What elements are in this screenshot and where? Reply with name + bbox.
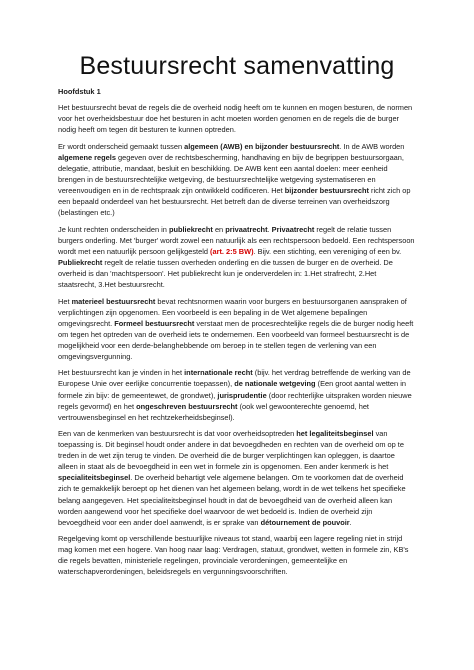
bold-term: publiekrecht bbox=[168, 224, 213, 234]
text-run: (door rechterlijke uitspraken worden nieuwe regels gevormd) en het bbox=[58, 390, 412, 411]
paragraph-intro: Het bestuursrecht bevat de regels die de overheid nodig heeft om te kunnen en mogen besturen, de normen voor het overheidsbestuur doe het besturen in acht moeten worden genomen en de regels die de burger nodig heeft om tegen dit besturen te kunnen optreden. bbox=[58, 103, 413, 135]
text-run: . Bijv. een stichting, een vereniging of een bv. bbox=[253, 246, 402, 256]
text-run: Het bestuursrecht kan je vinden in het bbox=[58, 368, 185, 378]
bold-term: ongeschreven bestuursrecht bbox=[136, 401, 238, 411]
text-run: regelt de relatie tussen overheden onderling en die tussen de burger en de overheid. De overheid is dan 'machtspersoon'. Het publiekrecht kun je onderverdelen in: 1.Het strafrecht, 2.Het staatsrecht, 3.Het bestuursrecht. bbox=[58, 257, 393, 289]
bold-term: bijzonder bestuursrecht bbox=[284, 185, 369, 195]
text-run: . bbox=[267, 224, 272, 234]
text-run: Het bbox=[58, 296, 72, 306]
paragraph-publiek-privaat bbox=[58, 224, 416, 290]
text-run: verstaat men de procesrechtelijke regels die de burger nodig heeft om tegen het optreden van de overheid iets te ondernemen. Een voorbeeld van formeel bestuursrecht is de mogelijkheid voor een derde-belanghebbende om beroep in te stellen tegen de verlening van een omgevingsvergunning. bbox=[58, 318, 414, 361]
text-run: en bbox=[212, 224, 226, 234]
text-run: richt zich op een bepaald onderdeel van het bestuursrecht. Het betreft dan de diverse terreinen van overheidszorg (belastingen etc.) bbox=[58, 185, 411, 218]
paragraph-beginselen bbox=[58, 428, 416, 527]
text-run: Je kunt rechten onderscheiden in bbox=[58, 224, 169, 234]
text-run: Een van de kenmerken van bestuursrecht is dat voor overheidsoptreden bbox=[58, 429, 297, 439]
text-run: (bijv. het verdrag betreffende de werking van de Europese Unie over eerlijke concurrentie toepassen), bbox=[58, 368, 411, 389]
bold-term: Publiekrecht bbox=[58, 257, 103, 267]
text-run: Er wordt onderscheid gemaakt tussen bbox=[58, 141, 185, 151]
bold-term: het legaliteitsbeginsel bbox=[296, 429, 374, 439]
bold-term: specialiteitsbeginsel bbox=[58, 473, 131, 483]
text-run: . De overheid behartigt vele algemene belangen. Om te voorkomen dat de overheid zich te gemakkelijk beroept op het dienen van het algemeen belang, wordt in de wet telkens het specifieke belang aangegeven. Het specialiteitsbeginsel houdt in dat de bevoegdheid van de overheid alleen kan worden aangewend voor het specifieke doel waarvoor de wet bedoeld is. Indien de overheid zijn bevoegdheid voor een ander doel aanwendt, is er sprake van bbox=[58, 473, 406, 527]
bold-term: Formeel bestuursrecht bbox=[114, 318, 195, 328]
bold-term: détournement de pouvoir bbox=[260, 517, 350, 527]
text-run: gegeven over de rechtsbescherming, handhaving en bijv de begrippen bestuursorgaan, delegatie, attributie, mandaat, besluit en beschikking. De AWB kent een aantal doelen: meer eenheid brengen in de bestuursrechtelijke wetgeving, de bestuursrechtelijke wetgeving systematiseren en vereenvoudigen en in de rechtspraak zijn ontwikkeld codificeren. Het bbox=[58, 152, 404, 195]
bold-term: algemeen (AWB) en bijzonder bestuursrecht bbox=[184, 141, 340, 151]
text-run: regelt de relatie tussen burgers onderling. Met 'burger' wordt zowel een natuurlijk als een rechtspersoon bedoeld. Een rechtspersoon wordt met een natuurlijk persoon gelijkgesteld bbox=[58, 224, 415, 256]
paragraph-regelgeving: Regelgeving komt op verschillende bestuurlijke niveaus tot stand, waarbij een lagere regeling niet in strijd mag komen met een hogere. Van hoog naar laag: Verdragen, statuut, grondwet, wetten in formele zin, KB's die regels bevatten, ministeriele regelingen, provinciale verordeningen, gemeentelijke en waterschapverordeningen, beleidsregels en vergunningsvoorschriften. bbox=[58, 534, 409, 577]
bold-term: internationale recht bbox=[184, 368, 253, 378]
document-title: Bestuursrecht samenvatting bbox=[79, 52, 395, 80]
paragraph-awb bbox=[58, 141, 416, 218]
text-run: van toepassing is. Dit beginsel houdt onder andere in dat bevoegdheden en rechten van de overheid om op te treden in de wet zijn terug te vinden. De overheid die de burger verplichtingen kan opleggen, is daartoe alleen in staat als de bevoegdheid in een wet in formele zin is opgenomen. Een ander kenmerk is het bbox=[58, 429, 404, 472]
text-run: . bbox=[349, 517, 352, 527]
bold-term: jurisprudentie bbox=[217, 390, 267, 400]
bold-term: algemene regels bbox=[58, 152, 116, 162]
paragraph-bronnen bbox=[58, 367, 416, 422]
chapter-heading: Hoofdstuk 1 bbox=[58, 87, 101, 96]
bold-term: privaatrecht bbox=[225, 224, 268, 234]
bold-term: de nationale wetgeving bbox=[234, 379, 316, 389]
paragraph-materieel-formeel bbox=[58, 296, 416, 362]
text-run: . In de AWB worden bbox=[339, 141, 405, 151]
text-run: (ook wel gewoonterechte genoemd, het vertrouwensbeginsel en het rechtzekerheidsbeginsel). bbox=[58, 401, 369, 422]
bold-term: materieel bestuursrecht bbox=[71, 296, 156, 306]
text-run: bevat rechtsnormen waarin voor burgers en bestuursorganen aanspraken of verplichtingen zijn opgenomen. Een voorbeeld is een bepaling in de Wet algemene bepalingen omgevingsrecht. bbox=[58, 296, 407, 328]
article-reference: (art. 2:5 BW) bbox=[210, 246, 254, 256]
text-run: (Een groot aantal wetten in formele zin bijv: de gemeentewet, de grondwet), bbox=[58, 379, 406, 400]
bold-term: Privaatrecht bbox=[271, 224, 315, 234]
